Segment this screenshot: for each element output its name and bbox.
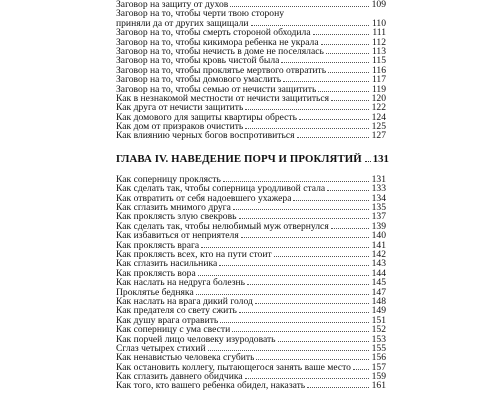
toc-entry-title: Как душу врага отравить: [116, 315, 219, 326]
toc-entry: [116, 103, 386, 112]
toc-entry-page: 127: [371, 130, 386, 142]
dot-leader: [245, 377, 369, 379]
toc-entry-page: 141: [371, 239, 386, 251]
toc-entry-page: 112: [371, 36, 386, 48]
toc-entry: [116, 94, 386, 103]
toc-entry-title: Как предателя со свету сжить: [116, 306, 237, 316]
toc-entry-page: 156: [371, 352, 386, 364]
toc-entry-title: Заговор на то, чтобы нечисть в доме не поселялась: [116, 46, 324, 57]
toc-entry-title: Как наслать на недруга болезнь: [116, 278, 246, 288]
toc-entry-page: 131: [371, 173, 386, 185]
toc-entry: [116, 344, 386, 353]
dot-leader: [318, 90, 369, 92]
dot-leader: [321, 43, 369, 45]
toc-entry-page: 139: [371, 220, 386, 232]
toc-entry: [116, 131, 386, 140]
toc-entry-title: Как сглазить мнимого друга: [116, 203, 231, 213]
dot-leader: [196, 293, 369, 295]
toc-entry: [116, 372, 386, 381]
toc-entry: [116, 222, 386, 231]
toc-entry: [116, 19, 386, 28]
dot-leader: [241, 236, 369, 238]
toc-entry-page: 117: [371, 74, 386, 86]
toc-entry-title: Заговор на то, чтобы черти твою сторону: [116, 9, 285, 19]
toc-entry: [116, 241, 386, 250]
toc-entry: [116, 56, 386, 65]
toc-entry-title: Как избавиться от неприятеля: [116, 231, 239, 241]
toc-entry-title: Заговор на то, чтобы проклятье мертвого отвратить: [116, 65, 327, 76]
toc-entry-title: Как проклясть всех, кто на пути стоит: [116, 249, 272, 260]
toc-entry-page: 140: [371, 230, 386, 242]
dot-leader: [245, 108, 369, 110]
toc-entry-page: 153: [371, 333, 386, 345]
toc-entry-page: 161: [371, 380, 386, 392]
dot-leader: [256, 358, 369, 360]
toc-entry-page: 159: [371, 371, 386, 383]
toc-entry: [116, 363, 386, 372]
toc-entry-page: 119: [371, 83, 386, 95]
toc-entry-title: Заговор на то, чтобы кровь чистой была: [116, 56, 280, 66]
toc-entry-page: 135: [371, 202, 386, 214]
dot-leader: [313, 33, 369, 35]
toc-entry: [116, 85, 386, 94]
dot-leader: [365, 160, 371, 162]
toc-entry-page: 148: [371, 295, 386, 307]
toc-entry-title: Как сделать так, чтобы соперница уродливой стала: [116, 184, 326, 194]
toc-entry: [116, 381, 386, 390]
dot-leader: [331, 99, 369, 101]
toc-entry-page: 152: [371, 324, 386, 336]
toc-entry: [116, 38, 386, 47]
toc-entry-page: 124: [371, 111, 386, 123]
dot-leader: [247, 283, 369, 285]
toc-entry-title: Как остановить коллегу, пытающегося занять ваше место: [116, 362, 351, 373]
toc-entry-title: приняли да от других защищали: [116, 18, 249, 29]
toc-entry: [116, 0, 386, 9]
dot-leader: [198, 274, 369, 276]
toc-entry-title: Проклятье бедняка: [116, 287, 194, 297]
toc-entry-page: 122: [371, 102, 386, 114]
dot-leader: [307, 386, 369, 388]
toc-entry-title: Как проклясть врага: [116, 240, 200, 250]
toc-entry: [116, 66, 386, 75]
toc-entry-title: Как сделать так, чтобы нелюбимый муж отвернулся: [116, 221, 329, 232]
toc-entry-page: 157: [371, 361, 386, 373]
dot-leader: [201, 246, 369, 248]
toc-entry-title: Как проклясть вора: [116, 268, 196, 279]
spacer: [116, 141, 386, 149]
toc-entry-title: Как соперницу с ума свести: [116, 325, 231, 335]
toc-entry-page: 113: [371, 45, 386, 57]
toc-entry-title: Как наслать на врага дикий голод: [116, 296, 253, 307]
toc-entry-title: Как ненавистью человека сгубить: [116, 353, 255, 363]
toc-entry-page: 133: [371, 183, 386, 195]
toc-entry: [116, 297, 386, 306]
toc-entry-page: 147: [371, 286, 386, 298]
toc-entry-title: Заговор на то, чтобы домового умаслить: [116, 75, 282, 85]
toc-entry-title: Заговор на то, чтобы смерть стороной обходила: [116, 28, 311, 38]
toc-entry-page: 137: [371, 211, 386, 223]
dot-leader: [230, 5, 369, 7]
chapter-title: ГЛАВА IV. НАВЕДЕНИЕ ПОРЧ И ПРОКЛЯТИЙ: [116, 152, 362, 165]
dot-leader: [293, 199, 369, 201]
toc-entry: [116, 9, 386, 18]
toc-entry-title: Заговор на то, чтобы семью от нечисти защитить: [116, 84, 317, 94]
toc-entry: [116, 278, 386, 287]
toc-entry-page: 144: [371, 267, 386, 279]
toc-entry: [116, 212, 386, 221]
toc-entry-title: Как проклясть злую свекровь: [116, 212, 237, 222]
toc-entry-title: Как сглазить давнего обидчика: [116, 372, 243, 382]
table-of-contents: [116, 0, 389, 392]
dot-leader: [353, 368, 369, 370]
dot-leader: [239, 217, 370, 219]
toc-entry: [116, 75, 386, 84]
dot-leader: [251, 24, 369, 26]
dot-leader: [220, 321, 369, 323]
toc-entry: [116, 353, 386, 362]
chapter-page: 131: [372, 152, 389, 165]
dot-leader: [233, 208, 369, 210]
toc-entry-page: 109: [371, 0, 386, 10]
dot-leader: [223, 180, 369, 182]
dot-leader: [281, 61, 369, 63]
toc-entry-title: Как в незнакомой местности от нечисти защититься: [116, 93, 330, 104]
toc-entry: [116, 194, 386, 203]
toc-entry: [116, 306, 386, 315]
dot-leader: [283, 80, 369, 82]
toc-entry: [116, 259, 386, 268]
toc-entry-title: Как сглазить насильника: [116, 259, 218, 269]
toc-entry-title: Как порчей лицо человеку изуродовать: [116, 334, 276, 344]
dot-leader: [299, 118, 369, 120]
toc-entry-page: 110: [371, 17, 386, 29]
toc-entry-title: Как дом от призраков очистить: [116, 122, 244, 132]
toc-entry-page: 143: [371, 258, 386, 270]
toc-entry-title: Как друга от нечисти защитить: [116, 103, 244, 113]
toc-entry-title: Как соперницу проклясть: [116, 174, 221, 185]
toc-entry-title: Как отвратить от себя надоевшего ухажера: [116, 193, 292, 204]
toc-entry: [116, 184, 386, 193]
dot-leader: [331, 227, 369, 229]
dot-leader: [208, 349, 369, 351]
dot-leader: [239, 311, 369, 313]
toc-entry-page: 125: [371, 121, 386, 133]
toc-entry: [116, 316, 386, 325]
dot-leader: [327, 189, 369, 191]
toc-entry: [116, 175, 386, 184]
toc-entry-page: 111: [372, 27, 386, 39]
toc-entry-page: 134: [371, 192, 386, 204]
dot-leader: [232, 330, 369, 332]
toc-entry-title: Сглаз четырех стихий: [116, 343, 206, 354]
toc-entry: [116, 335, 386, 344]
toc-entry-page: 116: [371, 64, 386, 76]
toc-entry-page: 145: [371, 277, 386, 289]
toc-entry: [116, 47, 386, 56]
toc-entry-title: Как того, кто вашего ребенка обидел, наказать: [116, 381, 306, 391]
toc-entry-page: 115: [371, 55, 386, 67]
toc-entry: [116, 231, 386, 240]
dot-leader: [326, 52, 369, 54]
toc-entry-page: 151: [371, 314, 386, 326]
toc-entry: [116, 203, 386, 212]
toc-entry-page: 142: [371, 248, 386, 260]
toc-entry-page: 155: [371, 342, 386, 354]
toc-entry-page: 149: [371, 305, 386, 317]
chapter-heading: [116, 149, 389, 169]
dot-leader: [219, 264, 369, 266]
toc-entry-title: Заговор на защиту от духов: [116, 0, 229, 10]
toc-entry: [116, 122, 386, 131]
toc-entry-title: Как домового для защиты квартиры обресть: [116, 112, 297, 123]
toc-entry: [116, 28, 386, 37]
dot-leader: [297, 136, 369, 138]
toc-entry-title: Заговор на то, чтобы кикимора ребенка не украла: [116, 37, 319, 47]
dot-leader: [255, 302, 369, 304]
toc-entry: [116, 250, 386, 259]
dot-leader: [274, 255, 369, 257]
toc-entry: [116, 325, 386, 334]
dot-leader: [245, 127, 369, 129]
toc-entry-title: Как влиянию черных богов воспротивиться: [116, 131, 295, 141]
dot-leader: [328, 71, 369, 73]
toc-entry: [116, 113, 386, 122]
toc-entry: [116, 269, 386, 278]
toc-entry-page: 120: [371, 92, 386, 104]
toc-entry: [116, 288, 386, 297]
dot-leader: [278, 340, 369, 342]
